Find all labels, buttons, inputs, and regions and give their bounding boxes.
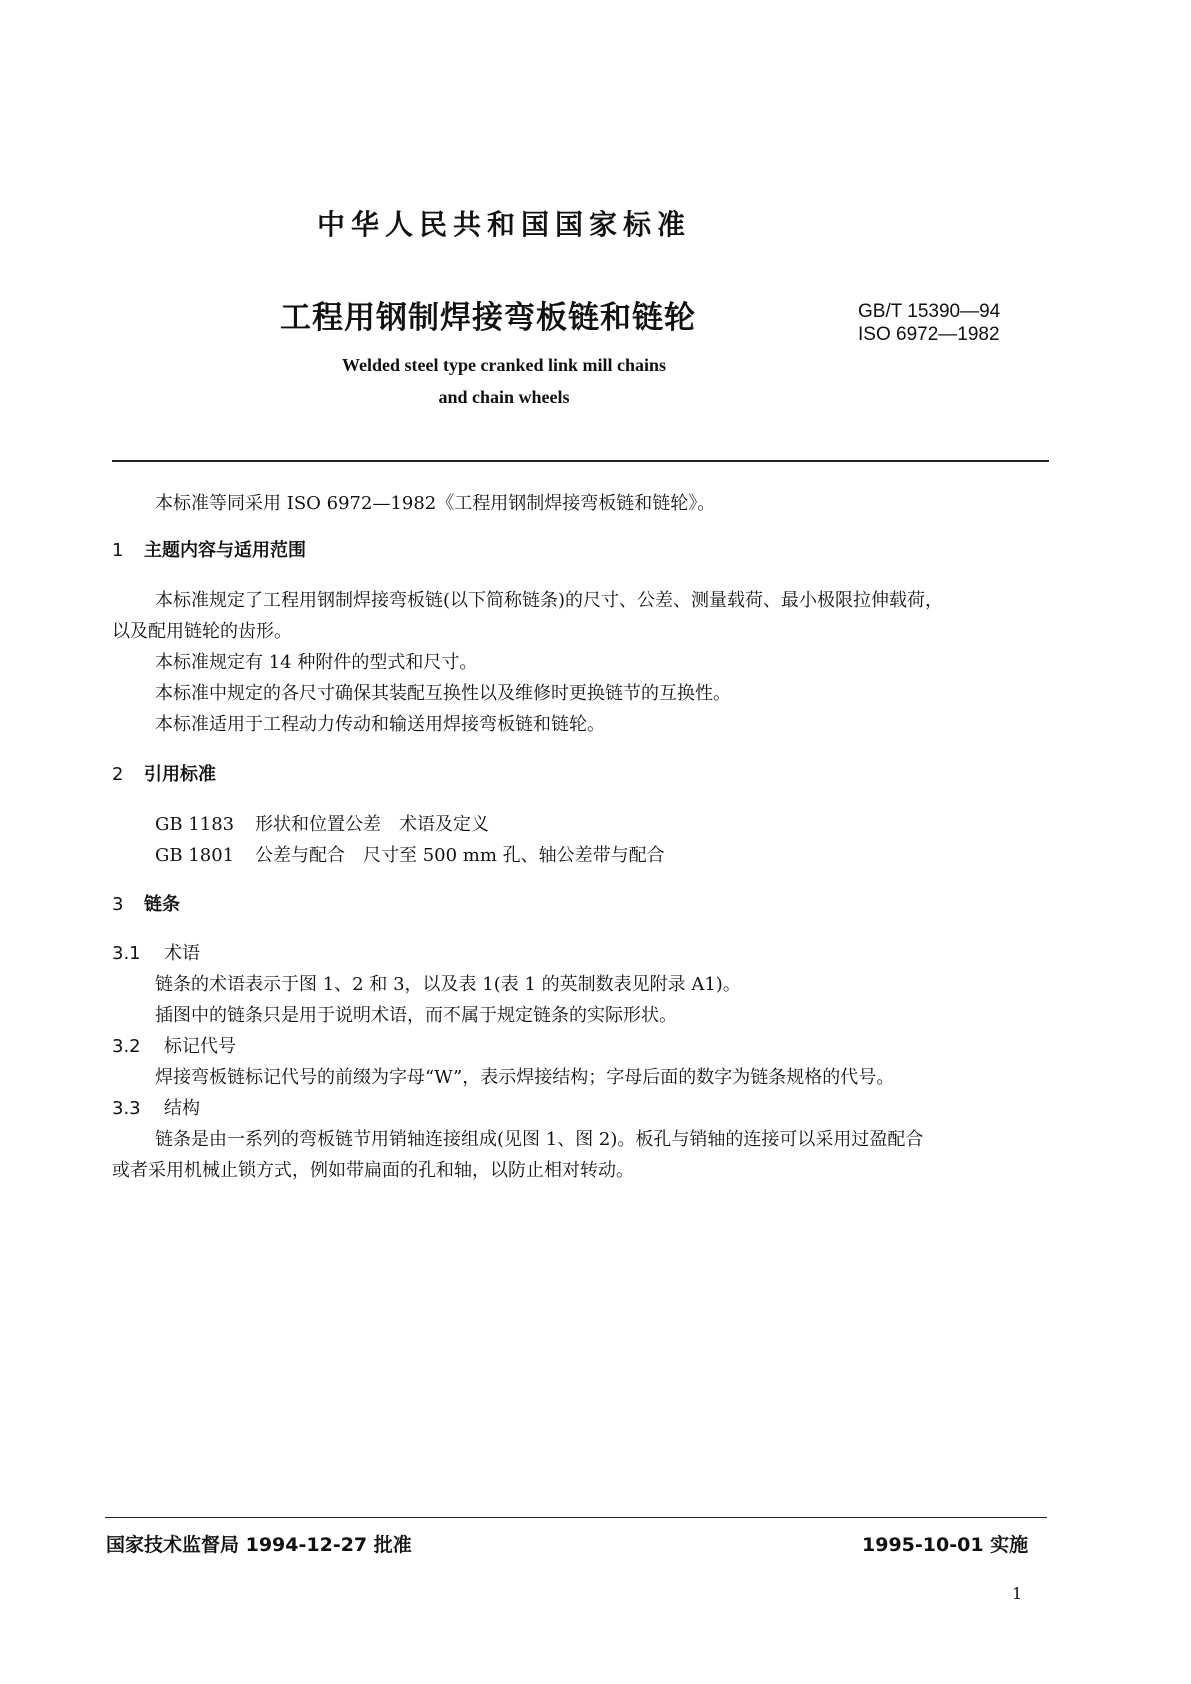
reference-gb1183 <box>155 810 489 840</box>
s33-paragraph-1a: 链条是由一系列的弯板链节用销轴连接组成(见图 1、图 2)。板孔与销轴的连接可以采用过盈配合 <box>155 1129 924 1150</box>
s33-paragraph-1b: 或者采用机械止锁方式，例如带扁面的孔和轴，以防止相对转动。 <box>112 1160 634 1181</box>
s31-paragraph-2: 插图中的链条只是用于说明术语，而不属于规定链条的实际形状。 <box>155 1005 677 1026</box>
section-number: 2 <box>112 764 124 785</box>
s1-paragraph-2: 本标准规定有 14 种附件的型式和尺寸。 <box>155 652 478 673</box>
subsection-title: 术语 <box>164 943 200 964</box>
gb-standard-code: GB/T 15390—94 <box>858 301 1001 322</box>
s1-paragraph-1b: 以及配用链轮的齿形。 <box>112 621 292 642</box>
reference-code: GB 1801 <box>155 845 235 866</box>
subsection-number: 3.2 <box>112 1036 141 1057</box>
page-number: 1 <box>1012 1584 1023 1603</box>
subsection-number: 3.3 <box>112 1098 141 1119</box>
section-3-heading <box>112 890 180 920</box>
s1-paragraph-4: 本标准适用于工程动力传动和输送用焊接弯板链和链轮。 <box>155 714 605 735</box>
reference-title: 形状和位置公差 术语及定义 <box>255 814 489 835</box>
intro-paragraph: 本标准等同采用 ISO 6972—1982《工程用钢制焊接弯板链和链轮》。 <box>155 493 716 514</box>
subsection-title: 结构 <box>164 1098 200 1119</box>
s32-paragraph-1: 焊接弯板链标记代号的前缀为字母“W”，表示焊接结构；字母后面的数字为链条规格的代号。 <box>155 1067 895 1088</box>
national-standard-heading: 中华人民共和国国家标准 <box>316 208 691 241</box>
section-title: 引用标准 <box>144 764 216 785</box>
section-number: 3 <box>112 894 124 915</box>
subsection-number: 3.1 <box>112 943 141 964</box>
document-title-en-line2: and chain wheels <box>438 387 570 407</box>
section-number: 1 <box>112 540 124 561</box>
subsection-3-1-heading <box>112 939 200 969</box>
reference-gb1801 <box>155 841 665 871</box>
footer-divider <box>105 1517 1047 1518</box>
section-title: 主题内容与适用范围 <box>144 540 306 561</box>
section-2-heading <box>112 760 216 790</box>
section-title: 链条 <box>144 894 180 915</box>
subsection-title: 标记代号 <box>164 1036 236 1057</box>
s1-paragraph-1a: 本标准规定了工程用钢制焊接弯板链(以下简称链条)的尺寸、公差、测量载荷、最小极限拉伸载荷， <box>155 590 944 611</box>
s1-paragraph-3: 本标准中规定的各尺寸确保其装配互换性以及维修时更换链节的互换性。 <box>155 683 731 704</box>
section-1-heading <box>112 536 306 566</box>
effective-date: 1995-10-01 实施 <box>862 1534 1029 1556</box>
subsection-3-2-heading <box>112 1032 236 1062</box>
approval-date: 国家技术监督局 1994-12-27 批准 <box>106 1534 412 1556</box>
document-title-en-line1: Welded steel type cranked link mill chains <box>341 355 667 375</box>
s31-paragraph-1: 链条的术语表示于图 1、2 和 3，以及表 1(表 1 的英制数表见附录 A1)。 <box>155 974 741 995</box>
header-divider <box>112 460 1049 462</box>
reference-title: 公差与配合 尺寸至 500 mm 孔、轴公差带与配合 <box>255 845 665 866</box>
iso-standard-code: ISO 6972—1982 <box>858 324 1000 345</box>
document-title-cn: 工程用钢制焊接弯板链和链轮 <box>280 300 696 336</box>
subsection-3-3-heading <box>112 1094 200 1124</box>
reference-code: GB 1183 <box>155 814 235 835</box>
